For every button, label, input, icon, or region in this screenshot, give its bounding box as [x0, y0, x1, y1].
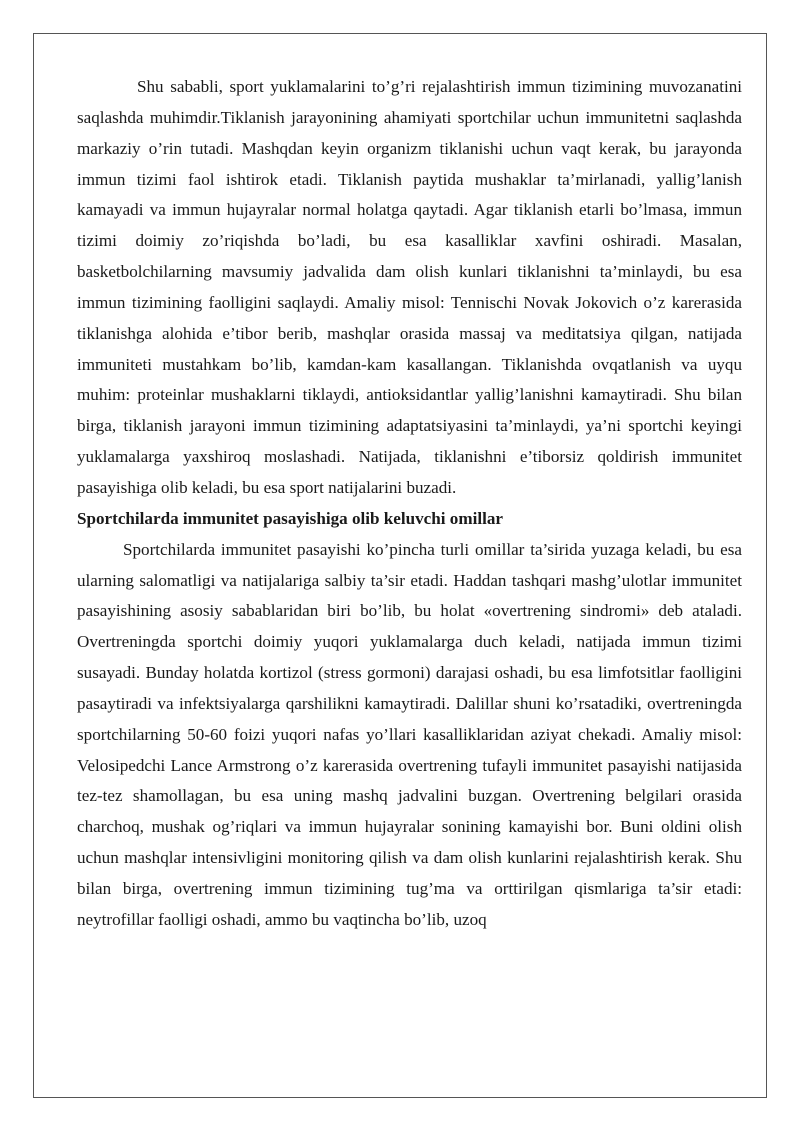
paragraph-recovery: Shu sababli, sport yuklamalarini to’g’ri rejalashtirish immun tizimining muvozanatini saqlashda muhimdir.Tiklanish jarayonining ahamiyati sportchilar uchun immunitetni saqlashda markaziy o’rin tutadi. Mashqdan keyin organizm tiklanishi uchun vaqt kerak, bu jarayonda immun tizimi faol ishtirok etadi. Tiklanish paytida mushaklar ta’mirlanadi, yallig’lanish kamayadi va immun hujayralar normal holatga qaytadi. Agar tiklanish etarli bo’lmasa, immun tizimi doimiy zo’riqishda bo’ladi, bu esa kasalliklar xavfini oshiradi. Masalan, basketbolchilarning mavsumiy jadvalida dam olish kunlari tiklanishni ta’minlaydi, bu esa immun tizimining faolligini saqlaydi. Amaliy misol: Tennischi Novak Jokovich o’z karerasida tiklanishga alohida e’tibor berib, mashqlar orasida massaj va meditatsiya qilgan, natijada immuniteti mustahkam bo’lib, kamdan-kam kasallangan. Tiklanishda ovqatlanish va uyqu muhim: proteinlar mushaklarni tiklaydi, antioksidantlar yallig’lanishni kamaytiradi. Shu bilan birga, tiklanish jarayoni immun tizimining adaptatsiyasini ta’minlaydi, ya’ni sportchi keyingi yuklamalarga yaxshiroq moslashadi. Natijada, tiklanishni e’tiborsiz qoldirish immunitet pasayishiga olib keladi, bu esa sport natijalarini buzadi. — [77, 77, 742, 497]
section-heading: Sportchilarda immunitet pasayishiga olib keluvchi omillar — [77, 508, 503, 528]
paragraph-immunity-decline: Sportchilarda immunitet pasayishi ko’pincha turli omillar ta’sirida yuzaga keladi, bu esa ularning salomatligi va natijalariga salbiy ta’sir etadi. Haddan tashqari mashg’ulotlar immunitet pasayishining asosiy sabablaridan biri bo’lib, bu holat «overtrening sindromi» deb ataladi. Overtreningda sportchi doimiy yuqori yuklamalarga duch keladi, natijada immun tizimi susayadi. Bunday holatda kortizol (stress gormoni) darajasi oshadi, bu esa limfotsitlar faolligini pasaytiradi va infektsiyalarga qarshilikni kamaytiradi. Dalillar shuni ko’rsatadiki, overtreningda sportchilarning 50-60 foizi yuqori nafas yo’llari kasalliklaridan aziyat chekadi. Amaliy misol: Velosipedchi Lance Armstrong o’z karerasida overtrening tufayli immunitet pasayishi natijasida tez-tez shamollagan, bu esa uning mashq jadvalini buzgan. Overtrening belgilari orasida charchoq, mushak og’riqlari va immun hujayralar sonining kamayishi bor. Buni oldini olish uchun mashqlar intensivligini monitoring qilish va dam olish kunlarini rejalashtirish kerak. Shu bilan birga, overtrening immun tizimining tug’ma va orttirilgan qismlariga ta’sir etadi: neytrofillar faolligi oshadi, ammo bu vaqtincha bo’lib, uzoq — [77, 539, 742, 929]
document-body — [77, 72, 742, 936]
